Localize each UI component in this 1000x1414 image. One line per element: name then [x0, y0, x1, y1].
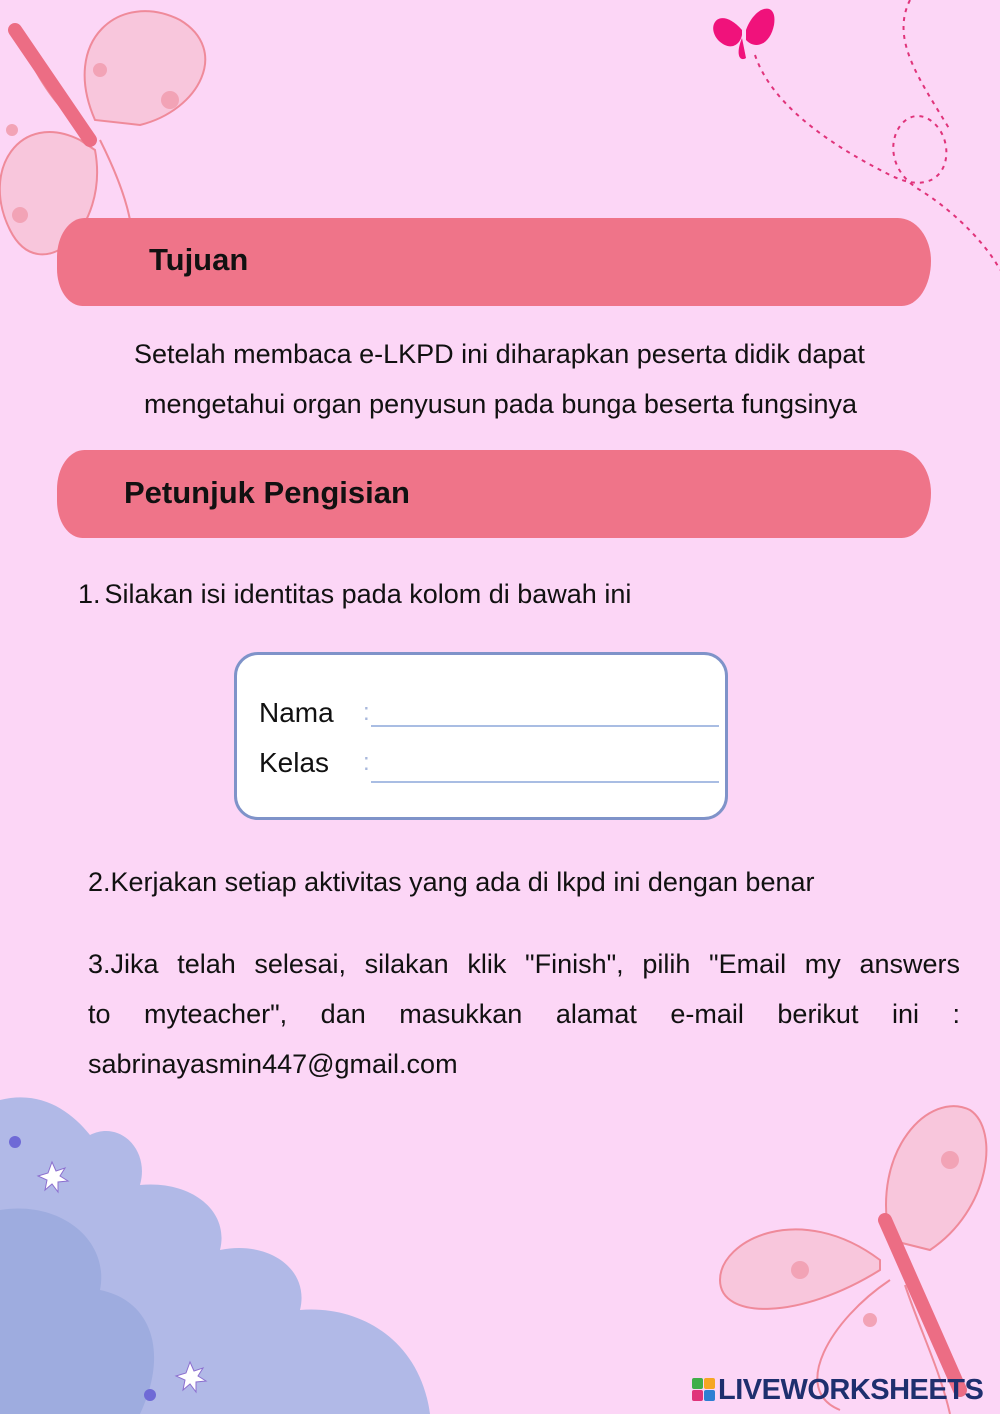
step-1-text: Silakan isi identitas pada kolom di bawah ini	[104, 579, 632, 609]
watercolor-cloud-icon	[0, 1090, 440, 1414]
tujuan-title: Tujuan	[149, 242, 249, 277]
class-label: Kelas	[259, 747, 330, 778]
step-3-line-2: to myteacher", dan masukkan alamat e-mail berikut ini :	[88, 999, 960, 1029]
liveworksheets-logo	[692, 1374, 983, 1406]
tujuan-line-1: Setelah membaca e-LKPD ini diharapkan peserta didik dapat	[134, 339, 865, 369]
step-2: 2.Kerjakan setiap aktivitas yang ada di lkpd ini dengan benar	[88, 867, 815, 897]
step-3-line-3: sabrinayasmin447@gmail.com	[88, 1049, 458, 1079]
butterfly-bottom-right-icon	[700, 1070, 1000, 1414]
petunjuk-title: Petunjuk Pengisian	[124, 475, 410, 510]
class-colon: :	[363, 749, 370, 776]
tujuan-line-2: mengetahui organ penyusun pada bunga beserta fungsinya	[144, 389, 858, 419]
class-input[interactable]	[371, 749, 719, 783]
step-3-line-1: 3.Jika telah selesai, silakan klik "Finish", pilih "Email my answers	[88, 949, 960, 979]
identity-form	[234, 652, 728, 820]
name-input[interactable]	[371, 693, 719, 727]
liveworksheets-logo-text: LIVEWORKSHEETS	[718, 1373, 984, 1406]
step-1	[78, 569, 631, 619]
step-1-number: 1.	[78, 579, 101, 609]
liveworksheets-logo-icon	[692, 1378, 716, 1402]
name-colon: :	[363, 699, 370, 726]
name-label: Nama	[259, 697, 334, 728]
